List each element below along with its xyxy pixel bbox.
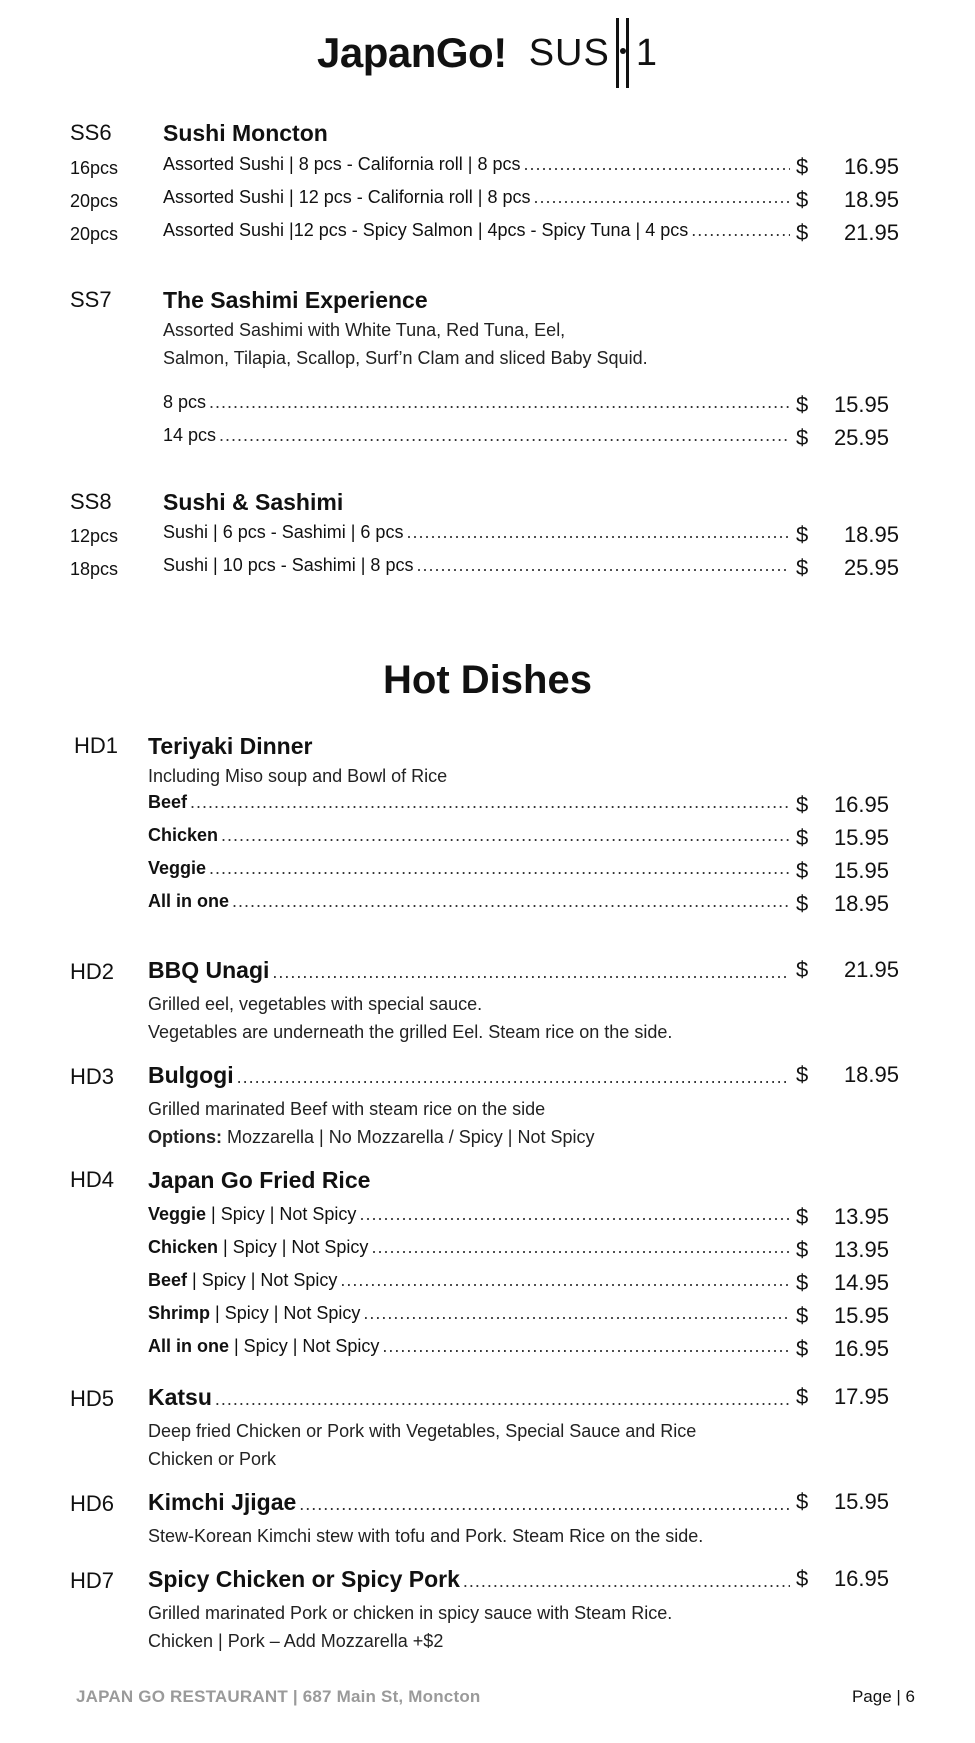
row-suffix: | Spicy | Not Spicy <box>229 1336 380 1356</box>
item-code: HD4 <box>70 1167 115 1192</box>
item-description: Salmon, Tilapia, Scallop, Surf’n Clam and sliced Baby Squid. <box>163 348 648 368</box>
item-qty: 20pcs <box>70 224 119 244</box>
item-price: 18.95 <box>843 187 899 212</box>
item-price: 13.95 <box>833 1237 889 1262</box>
item-title: The Sashimi Experience <box>163 287 428 313</box>
item-qty: 18pcs <box>70 559 119 579</box>
currency-symbol: $ <box>796 1062 809 1087</box>
row-label: All in one <box>148 891 229 911</box>
brand-logo <box>0 18 975 88</box>
item-description: Chicken | Pork – Add Mozzarella +$2 <box>148 1631 444 1651</box>
item-price: 13.95 <box>833 1204 889 1229</box>
item-description: Grilled eel, vegetables with special sauce. <box>148 994 483 1014</box>
item-price: 15.95 <box>833 858 889 883</box>
row-label: Assorted Sushi | 8 pcs - California roll | 8 pcs <box>163 154 521 174</box>
item-code: HD7 <box>70 1568 115 1593</box>
row-label: Veggie <box>148 858 207 878</box>
currency-symbol: $ <box>796 1384 809 1409</box>
row-label: Assorted Sushi |12 pcs - Spicy Salmon | 4pcs - Spicy Tuna | 4 pcs <box>163 220 689 240</box>
price-row <box>148 1237 793 1267</box>
row-label: Assorted Sushi | 12 pcs - California roll | 8 pcs <box>163 187 531 207</box>
row-label: Chicken <box>148 825 219 845</box>
currency-symbol: $ <box>796 392 809 417</box>
currency-symbol: $ <box>796 1566 809 1591</box>
item-options <box>148 1123 594 1151</box>
price-row <box>148 1489 793 1519</box>
item-qty: 20pcs <box>70 191 119 211</box>
row-suffix: | Spicy | Not Spicy <box>187 1270 338 1290</box>
item-price: 16.95 <box>833 1566 889 1591</box>
item-code: HD3 <box>70 1064 115 1089</box>
item-qty: 12pcs <box>70 526 119 546</box>
row-label: Chicken <box>148 1237 219 1257</box>
brand-sushi-right: 1 <box>635 31 658 74</box>
item-price: 18.95 <box>843 522 899 547</box>
item-code: SS8 <box>70 489 112 514</box>
row-label: Veggie <box>148 1204 207 1224</box>
item-title: Kimchi Jjigae <box>148 1489 297 1515</box>
item-description: Stew-Korean Kimchi stew with tofu and Pork. Steam Rice on the side. <box>148 1526 704 1546</box>
row-label: Beef <box>148 792 188 812</box>
item-price: 15.95 <box>833 1303 889 1328</box>
currency-symbol: $ <box>796 187 809 212</box>
brand-name: JapanGo! <box>317 29 507 76</box>
item-qty: 16pcs <box>70 158 119 178</box>
chopsticks-icon <box>612 18 634 88</box>
item-price: 15.95 <box>833 392 889 417</box>
price-row <box>148 858 793 888</box>
currency-symbol: $ <box>796 1270 809 1295</box>
item-code: SS6 <box>70 120 112 145</box>
price-row <box>148 825 793 855</box>
item-description: Chicken or Pork <box>148 1449 277 1469</box>
item-price: 25.95 <box>843 555 899 580</box>
footer-address: JAPAN GO RESTAURANT | 687 Main St, Moncton <box>76 1687 481 1706</box>
price-row <box>163 220 793 250</box>
price-row <box>148 891 793 921</box>
item-price: 15.95 <box>833 825 889 850</box>
item-code: HD1 <box>74 733 119 758</box>
row-label: All in one <box>148 1336 229 1356</box>
item-price: 14.95 <box>833 1270 889 1295</box>
item-description: Vegetables are underneath the grilled Eel. Steam rice on the side. <box>148 1022 673 1042</box>
item-title: Spicy Chicken or Spicy Pork <box>148 1566 460 1592</box>
item-description: Grilled marinated Beef with steam rice on the side <box>148 1099 546 1119</box>
currency-symbol: $ <box>796 792 809 817</box>
row-suffix: | Spicy | Not Spicy <box>210 1303 361 1323</box>
item-title: Sushi Moncton <box>163 120 328 146</box>
currency-symbol: $ <box>796 425 809 450</box>
price-row <box>163 154 793 184</box>
currency-symbol: $ <box>796 825 809 850</box>
price-row <box>148 1062 793 1092</box>
currency-symbol: $ <box>796 220 809 245</box>
currency-symbol: $ <box>796 555 809 580</box>
currency-symbol: $ <box>796 154 809 179</box>
row-label: Sushi | 6 pcs - Sashimi | 6 pcs <box>163 522 404 542</box>
currency-symbol: $ <box>796 1336 809 1361</box>
currency-symbol: $ <box>796 858 809 883</box>
currency-symbol: $ <box>796 891 809 916</box>
item-title: BBQ Unagi <box>148 957 270 983</box>
currency-symbol: $ <box>796 1303 809 1328</box>
item-title: Teriyaki Dinner <box>148 733 313 759</box>
item-price: 18.95 <box>843 1062 899 1087</box>
currency-symbol: $ <box>796 1204 809 1229</box>
item-description: Assorted Sashimi with White Tuna, Red Tuna, Eel, <box>163 320 566 340</box>
item-code: SS7 <box>70 287 112 312</box>
price-row <box>163 392 793 422</box>
price-row <box>148 957 793 987</box>
item-code: HD2 <box>70 959 115 984</box>
price-row <box>163 425 793 455</box>
price-row <box>148 1336 793 1366</box>
currency-symbol: $ <box>796 1237 809 1262</box>
item-price: 16.95 <box>833 1336 889 1361</box>
item-description: Including Miso soup and Bowl of Rice <box>148 766 448 786</box>
brand-sushi-left: SUS <box>528 31 610 74</box>
item-description: Grilled marinated Pork or chicken in spicy sauce with Steam Rice. <box>148 1603 673 1623</box>
item-price: 25.95 <box>833 425 889 450</box>
row-label: Sushi | 10 pcs - Sashimi | 8 pcs <box>163 555 414 575</box>
price-row <box>148 1204 793 1234</box>
item-price: 21.95 <box>843 957 899 982</box>
item-description: Deep fried Chicken or Pork with Vegetables, Special Sauce and Rice <box>148 1421 697 1441</box>
item-title: Katsu <box>148 1384 212 1410</box>
row-label: 14 pcs <box>163 425 217 445</box>
item-price: 18.95 <box>833 891 889 916</box>
brand-sushi <box>529 18 658 88</box>
price-row <box>163 555 793 585</box>
item-price: 15.95 <box>833 1489 889 1514</box>
price-row <box>148 1270 793 1300</box>
price-row <box>148 1303 793 1333</box>
item-code: HD5 <box>70 1386 115 1411</box>
currency-symbol: $ <box>796 1489 809 1514</box>
price-row <box>148 792 793 822</box>
item-title: Sushi & Sashimi <box>163 489 344 515</box>
price-row <box>148 1566 793 1596</box>
options-text: Mozzarella | No Mozzarella / Spicy | Not Spicy <box>222 1127 595 1147</box>
price-row <box>148 1384 793 1414</box>
currency-symbol: $ <box>796 522 809 547</box>
item-price: 17.95 <box>833 1384 889 1409</box>
options-label: Options: <box>148 1127 222 1147</box>
item-code: HD6 <box>70 1491 115 1516</box>
item-price: 16.95 <box>833 792 889 817</box>
row-label: 8 pcs <box>163 392 207 412</box>
row-label: Shrimp <box>148 1303 211 1323</box>
item-title: Japan Go Fried Rice <box>148 1167 371 1193</box>
item-title: Bulgogi <box>148 1062 234 1088</box>
item-price: 16.95 <box>843 154 899 179</box>
row-label: Beef <box>148 1270 188 1290</box>
row-suffix: | Spicy | Not Spicy <box>218 1237 369 1257</box>
item-price: 21.95 <box>843 220 899 245</box>
section-heading: Hot Dishes <box>383 658 592 702</box>
page-number: Page | 6 <box>851 1687 915 1706</box>
currency-symbol: $ <box>796 957 809 982</box>
price-row <box>163 187 793 217</box>
row-suffix: | Spicy | Not Spicy <box>206 1204 357 1224</box>
price-row <box>163 522 793 552</box>
